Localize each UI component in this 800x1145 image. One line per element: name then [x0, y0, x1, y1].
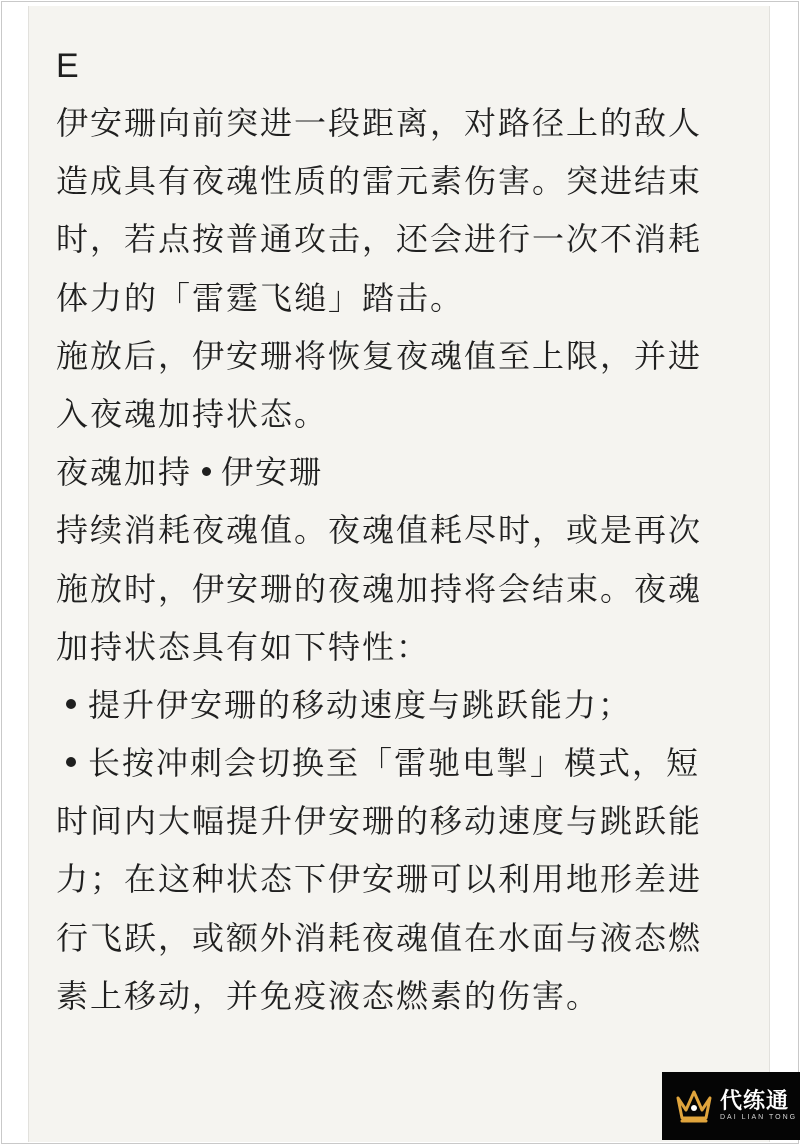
- separator-dot-icon: [202, 467, 211, 476]
- watermark-text: [720, 1089, 797, 1123]
- bullet-text: 长按冲刺会切换至「雷驰电掣」模式，短: [88, 744, 701, 783]
- watermark-pinyin: DAI LIAN TONG: [720, 1114, 798, 1121]
- text-line: 加持状态具有如下特性：: [56, 627, 431, 666]
- text-line: 施放时，伊安珊的夜魂加持将会结束。夜魂: [56, 569, 703, 608]
- skill-key-label: E: [56, 47, 79, 85]
- bullet-item: [56, 734, 746, 792]
- text-line: 力；在这种状态下伊安珊可以利用地形差进: [56, 860, 703, 899]
- heading-part: 夜魂加持: [56, 453, 193, 492]
- text-line: 素上移动，并免疫液态燃素的伤害。: [56, 976, 601, 1015]
- text-line: 入夜魂加持状态。: [56, 394, 329, 433]
- bullet-text: 提升伊安珊的移动速度与跳跃能力；: [88, 685, 633, 724]
- bullet-icon: [66, 699, 76, 709]
- text-line: 伊安珊向前突进一段距离，对路径上的敌人: [56, 104, 703, 142]
- text-line: 施放后，伊安珊将恢复夜魂值至上限，并进: [56, 336, 703, 375]
- bullet-item: [56, 676, 746, 734]
- heading-part: 伊安珊: [221, 453, 324, 492]
- crown-icon: [674, 1086, 714, 1126]
- bullet-icon: [66, 757, 76, 767]
- text-line: 造成具有夜魂性质的雷元素伤害。突进结束: [56, 162, 703, 201]
- watermark-badge: [662, 1072, 800, 1140]
- text-line: 行飞跃，或额外消耗夜魂值在水面与液态燃: [56, 918, 703, 957]
- section-heading: [56, 443, 746, 501]
- watermark-name: 代练通: [720, 1088, 790, 1113]
- text-line: 时，若点按普通攻击，还会进行一次不消耗: [56, 220, 703, 259]
- text-line: 持续消耗夜魂值。夜魂值耗尽时，或是再次: [56, 511, 703, 550]
- text-line: 体力的「雷霆飞缒」踏击。: [56, 278, 465, 317]
- document-body: [56, 38, 746, 1025]
- text-line: 时间内大幅提升伊安珊的移动速度与跳跃能: [56, 802, 703, 841]
